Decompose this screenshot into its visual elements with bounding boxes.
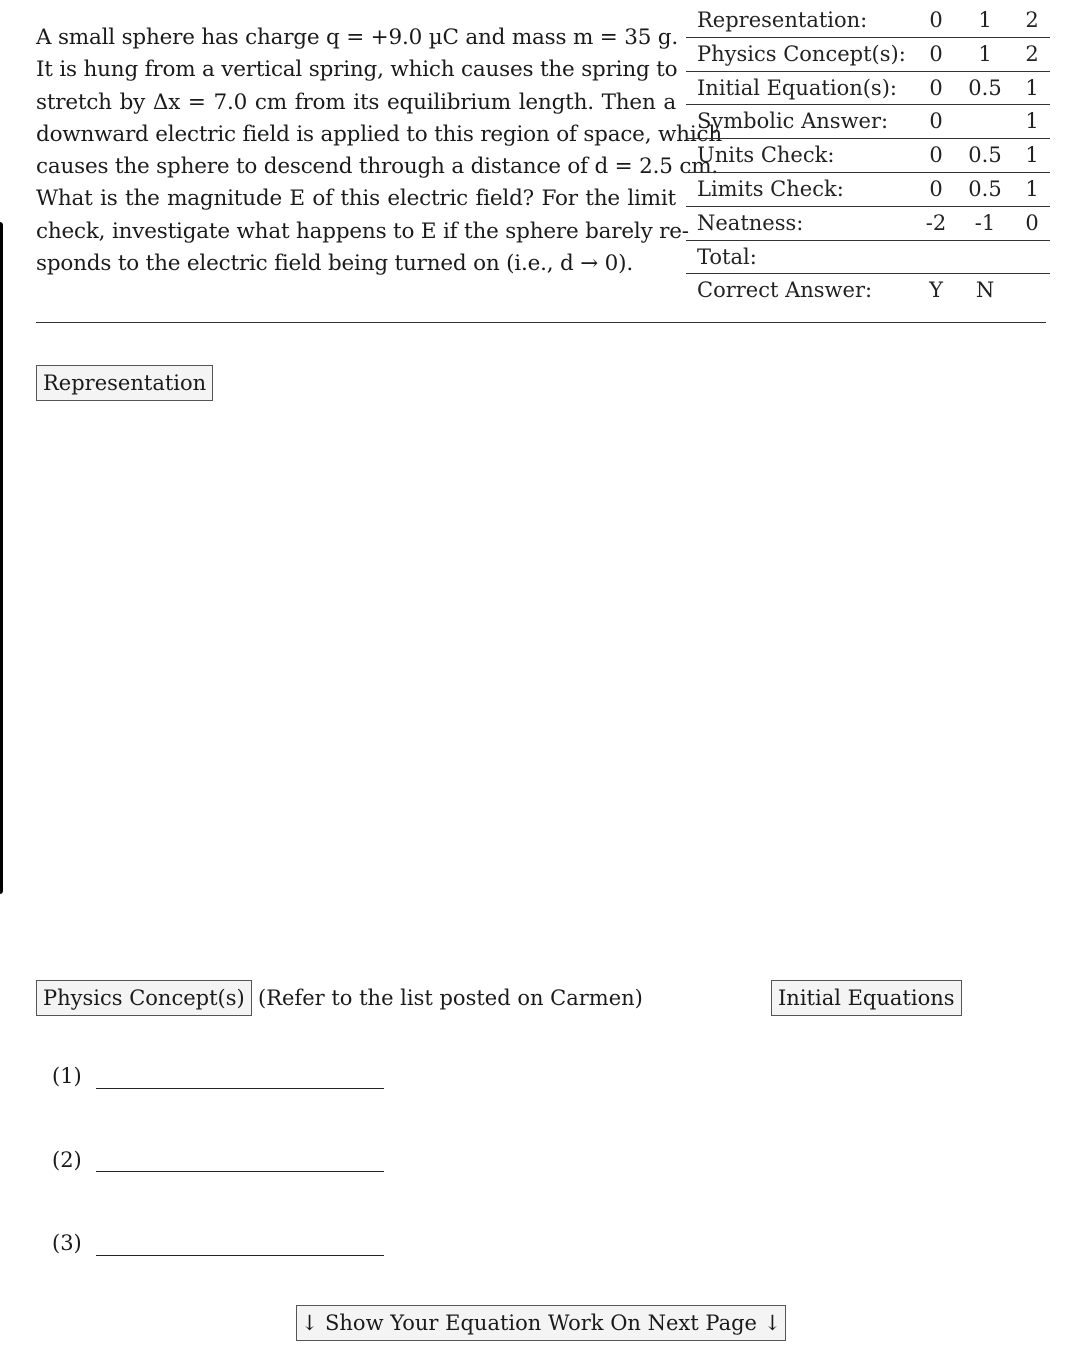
rubric-row: [686, 173, 1050, 207]
rubric-score: 1: [1025, 109, 1039, 134]
concept-answer-line[interactable]: [96, 1171, 384, 1172]
rubric-label: Limits Check:: [697, 176, 844, 201]
rubric-score: 0: [929, 41, 943, 66]
rubric-label: Physics Concept(s):: [697, 41, 906, 66]
physics-concepts-heading: Physics Concept(s): [36, 980, 252, 1016]
rubric-score: 0: [1025, 210, 1039, 235]
concept-number: (2): [52, 1148, 82, 1172]
representation-heading: Representation: [36, 365, 213, 401]
rubric-label: Representation:: [697, 8, 868, 32]
initial-equations-heading: Initial Equations: [771, 980, 962, 1016]
rubric-label: Correct Answer:: [697, 278, 873, 303]
problem-line: check, investigate what happens to E if the sphere barely re-: [36, 218, 689, 244]
section-divider: [36, 322, 1046, 323]
rubric-row: [686, 38, 1050, 72]
problem-line: downward electric field is applied to this region of space, which: [36, 121, 722, 147]
concepts-note: (Refer to the list posted on Carmen): [258, 986, 643, 1010]
problem-line: It is hung from a vertical spring, which causes the spring to: [36, 57, 678, 83]
rubric-score: 1: [1025, 75, 1039, 100]
left-margin-bar: [0, 222, 3, 894]
rubric-score: 2: [1025, 41, 1039, 66]
rubric-score: -2: [925, 210, 947, 235]
rubric-score: 2: [1025, 8, 1039, 32]
rubric-score: 0.5: [968, 143, 1002, 168]
concept-answer-line[interactable]: [96, 1255, 384, 1256]
rubric-row: [686, 105, 1050, 139]
concept-number: (1): [52, 1064, 82, 1088]
rubric-label: Initial Equation(s):: [697, 75, 897, 100]
rubric-score: 0: [929, 109, 943, 134]
rubric-row: [686, 4, 1050, 38]
concept-number: (3): [52, 1231, 82, 1255]
rubric-score: 1: [978, 8, 992, 32]
rubric-row: [686, 207, 1050, 241]
problem-line: sponds to the electric field being turned on (i.e., d → 0).: [36, 251, 633, 277]
concept-answer-line[interactable]: [96, 1088, 384, 1089]
rubric-score: 0.5: [968, 176, 1002, 201]
problem-statement: [36, 22, 722, 280]
rubric-score: 1: [1025, 176, 1039, 201]
rubric-label: Units Check:: [697, 143, 835, 168]
rubric-row: [686, 72, 1050, 106]
rubric-score: 0: [929, 75, 943, 100]
rubric-label: Total:: [697, 244, 757, 269]
rubric-score: 1: [1025, 143, 1039, 168]
rubric-row: [686, 241, 1050, 275]
rubric-score: 1: [978, 41, 992, 66]
problem-line: A small sphere has charge q = +9.0 µC and mass m = 35 g.: [36, 25, 678, 50]
rubric-row: [686, 139, 1050, 173]
problem-line: causes the sphere to descend through a distance of d = 2.5 cm.: [36, 154, 719, 180]
rubric-score: 0: [929, 8, 943, 32]
rubric-score: 0: [929, 143, 943, 168]
rubric-label: Symbolic Answer:: [697, 109, 889, 134]
rubric-score: 0: [929, 176, 943, 201]
problem-line: What is the magnitude E of this electric field? For the limit: [36, 186, 676, 212]
rubric-score: N: [975, 278, 995, 303]
rubric-row: [686, 274, 1050, 307]
rubric-score: Y: [929, 278, 943, 303]
grading-rubric: [686, 4, 1050, 307]
rubric-score: 0.5: [968, 75, 1002, 100]
next-page-note: ↓ Show Your Equation Work On Next Page ↓: [296, 1305, 786, 1341]
rubric-score: -1: [974, 210, 996, 235]
rubric-label: Neatness:: [697, 210, 804, 235]
problem-line: stretch by Δx = 7.0 cm from its equilibrium length. Then a: [36, 89, 676, 115]
